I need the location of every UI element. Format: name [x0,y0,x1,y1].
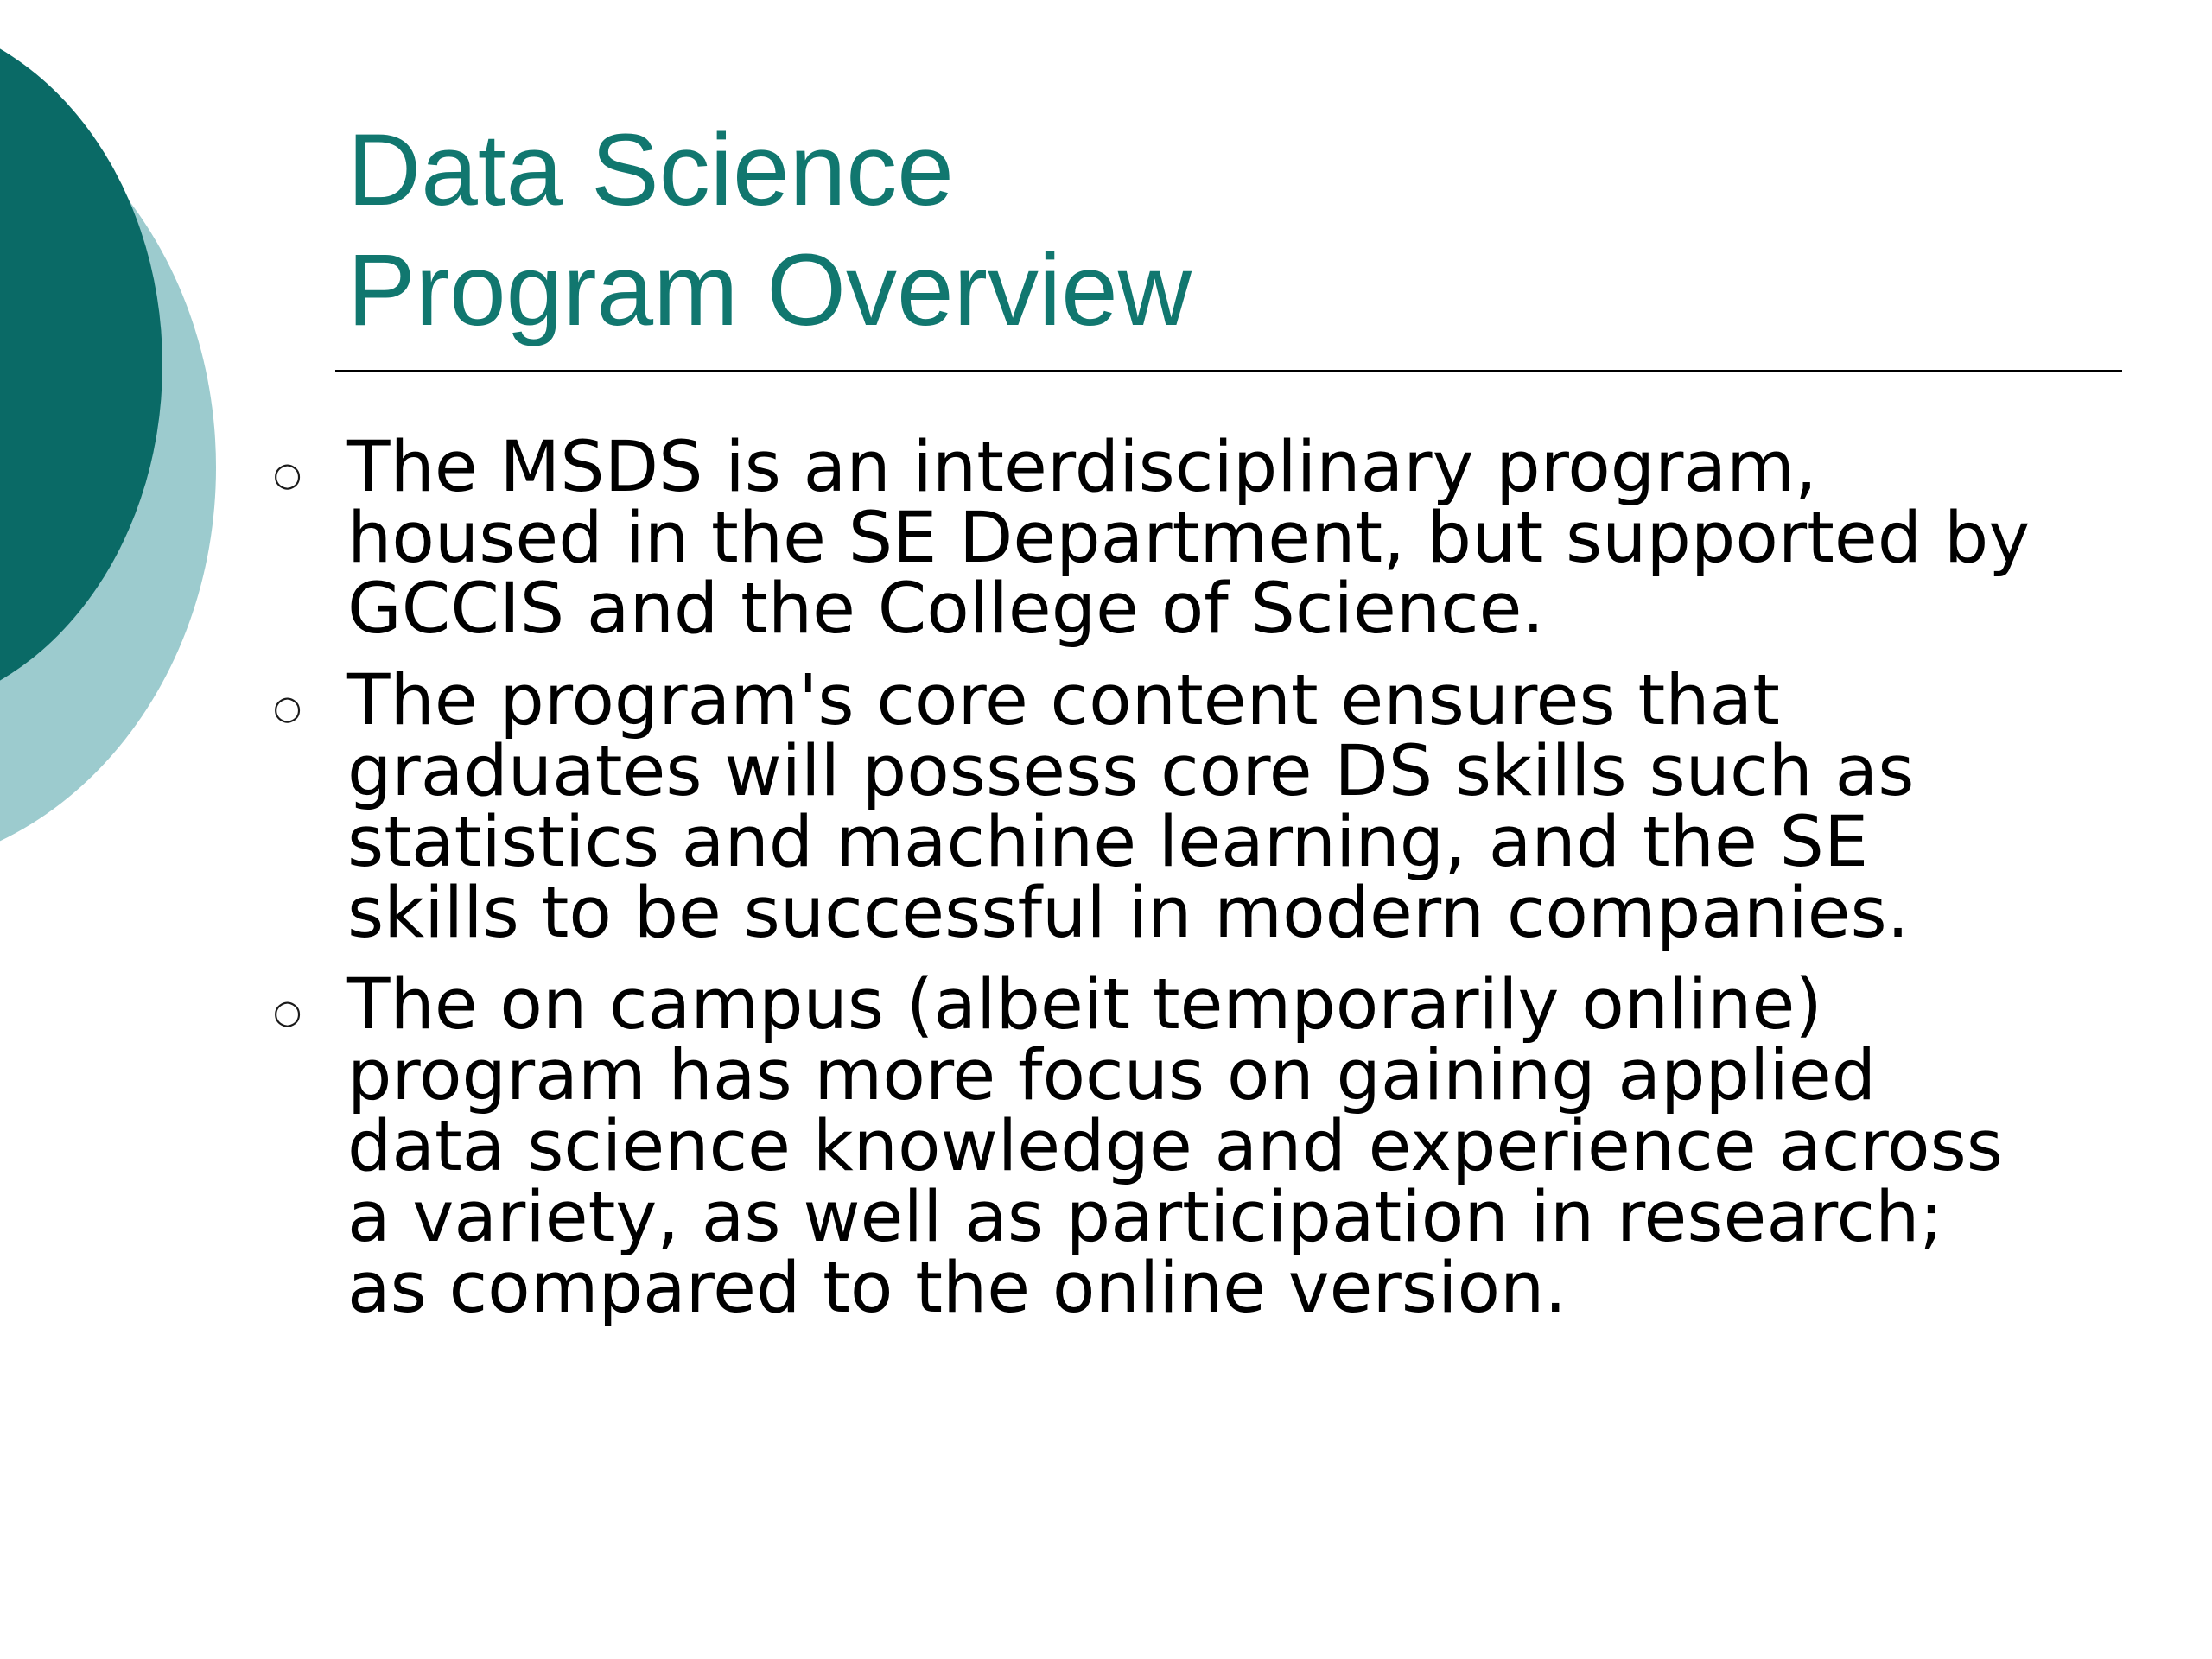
bullet-marker-icon: ○ [273,993,302,1031]
bullet-text-line: data science knowledge and experience across [347,1106,2003,1187]
bullet-text-line: The program's core content ensures that [347,660,1780,741]
bullet-item [273,660,2171,954]
bullet-text-line: The MSDS is an interdisciplinary program, [347,427,1817,508]
bullet-marker-icon: ○ [273,689,302,727]
bullet-text-line: GCCIS and the College of Science. [347,569,1545,650]
bullet-marker-icon: ○ [273,455,302,493]
title-line-2: Program Overview [347,233,1192,347]
slide-title [347,111,1192,351]
bullet-text-line: skills to be successful in modern companies. [347,873,1910,954]
bullet-text-line: graduates will possess core DS skills such as [347,731,1915,812]
bullet-text-line: statistics and machine learning, and the SE [347,802,1869,883]
title-line-1: Data Science [347,113,954,227]
bullet-text-line: The on campus (albeit temporarily online) [347,964,1822,1046]
bullet-text-line: housed in the SE Department, but supported by [347,498,2031,579]
bullet-item [273,427,2171,650]
bullet-text-line: as compared to the online version. [347,1248,1567,1329]
title-divider [335,370,2122,372]
bullet-item [273,964,2171,1329]
bullet-text-line: program has more focus on gaining applied [347,1035,1877,1116]
bullet-text-line: a variety, as well as participation in research; [347,1177,1943,1258]
